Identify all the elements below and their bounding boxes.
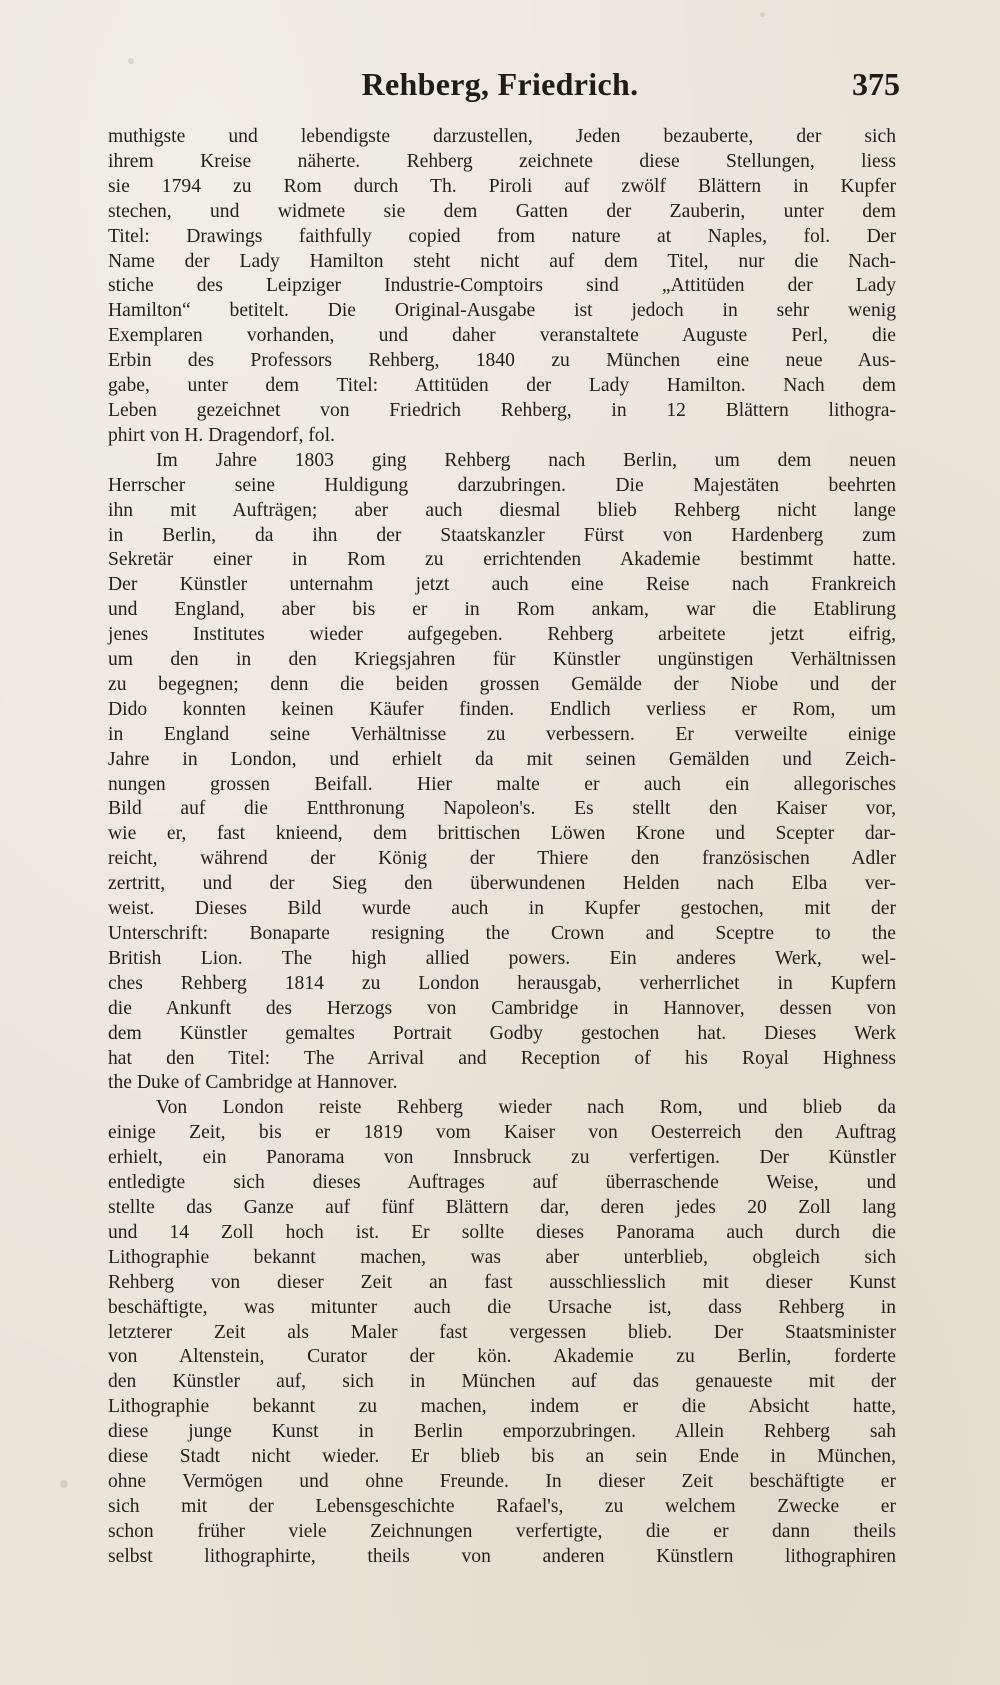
text-line: stellte das Ganze auf fünf Blättern dar, deren jedes 20 Zoll lang (108, 1196, 896, 1218)
text-line: Rehberg von dieser Zeit an fast ausschliesslich mit dieser Kunst (108, 1271, 896, 1293)
text-line: Erbin des Professors Rehberg, 1840 zu München eine neue Aus- (108, 350, 896, 372)
text-line: zu begegnen; denn die beiden grossen Gemälde der Niobe und der (108, 673, 896, 695)
paper-stain (128, 58, 134, 64)
text-line: nungen grossen Beifall. Hier malte er auch ein allegorisches (108, 773, 896, 795)
text-line: dem Künstler gemaltes Portrait Godby gestochen hat. Dieses Werk (108, 1022, 896, 1044)
text-line: in Berlin, da ihn der Staatskanzler Fürst von Hardenberg zum (108, 524, 896, 546)
text-line: Herrscher seine Huldigung darzubringen. Die Majestäten beehrten (108, 474, 896, 496)
text-line: in England seine Verhältnisse zu verbessern. Er verweilte einige (108, 723, 896, 745)
text-line: Im Jahre 1803 ging Rehberg nach Berlin, um dem neuen (156, 449, 896, 471)
text-line: beschäftigte, was mitunter auch die Ursache ist, dass Rehberg in (108, 1296, 896, 1318)
text-line: den Künstler auf, sich in München auf das genaueste mit der (108, 1371, 896, 1393)
text-line: zertritt, und der Sieg den überwundenen Helden nach Elba ver- (108, 873, 896, 895)
running-title: Rehberg, Friedrich. (361, 66, 639, 102)
text-line: muthigste und lebendigste darzustellen, Jeden bezauberte, der sich (108, 126, 896, 147)
text-line: British Lion. The high allied powers. Ein anderes Werk, wel- (108, 947, 896, 969)
text-line: Sekretär einer in Rom zu errichtenden Akademie bestimmt hatte. (108, 549, 896, 571)
body-text (108, 125, 896, 1570)
text-line: stiche des Leipziger Industrie-Comptoirs sind „Attitüden der Lady (108, 275, 896, 297)
text-line: Bild auf die Entthronung Napoleon's. Es stellt den Kaiser vor, (108, 798, 896, 820)
text-line: schon früher viele Zeichnungen verfertigte, die er dann theils (108, 1520, 896, 1542)
page-number: 375 (852, 66, 900, 102)
text-line: Hamilton“ betitelt. Die Original-Ausgabe ist jedoch in sehr wenig (108, 300, 896, 322)
paper-stain (760, 12, 765, 17)
text-line: Jahre in London, und erhielt da mit seinen Gemälden und Zeich- (108, 748, 896, 770)
page-header (0, 66, 1000, 112)
text-line: Von London reiste Rehberg wieder nach Rom, und blieb da (156, 1097, 896, 1119)
text-line: ihrem Kreise näherte. Rehberg zeichnete diese Stellungen, liess (108, 150, 896, 172)
paper-stain (60, 1480, 68, 1488)
text-line: einige Zeit, bis er 1819 vom Kaiser von Oesterreich den Auftrag (108, 1122, 896, 1144)
text-line: ohne Vermögen und ohne Freunde. In dieser Zeit beschäftigte er (108, 1470, 896, 1492)
text-line: Dido konnten keinen Käufer finden. Endlich verliess er Rom, um (108, 698, 896, 720)
text-line: jenes Institutes wieder aufgegeben. Rehberg arbeitete jetzt eifrig, (108, 624, 896, 646)
text-line: stechen, und widmete sie dem Gatten der Zauberin, unter dem (108, 200, 896, 222)
text-line: und England, aber bis er in Rom ankam, war die Etablirung (108, 599, 896, 621)
text-line: wie er, fast knieend, dem brittischen Löwen Krone und Scepter dar- (108, 823, 896, 845)
text-line: entledigte sich dieses Auftrages auf überraschende Weise, und (108, 1172, 896, 1194)
text-line: Name der Lady Hamilton steht nicht auf dem Titel, nur die Nach- (108, 250, 896, 272)
text-line: reicht, während der König der Thiere den französischen Adler (108, 848, 896, 870)
text-line: phirt von H. Dragendorf, fol. (108, 424, 335, 446)
text-line: Unterschrift: Bonaparte resigning the Crown and Sceptre to the (108, 923, 896, 944)
text-line: Der Künstler unternahm jetzt auch eine Reise nach Frankreich (108, 574, 896, 596)
text-line: Leben gezeichnet von Friedrich Rehberg, in 12 Blättern lithogra- (108, 399, 896, 421)
text-line: diese Stadt nicht wieder. Er blieb bis an sein Ende in München, (108, 1446, 896, 1468)
text-line: und 14 Zoll hoch ist. Er sollte dieses Panorama auch durch die (108, 1221, 896, 1243)
text-line: selbst lithographirte, theils von anderen Künstlern lithographiren (108, 1545, 896, 1567)
text-line: ches Rehberg 1814 zu London herausgab, verherrlichet in Kupfern (108, 972, 896, 994)
text-line: diese junge Kunst in Berlin emporzubringen. Allein Rehberg sah (108, 1421, 896, 1443)
text-line: sie 1794 zu Rom durch Th. Piroli auf zwölf Blättern in Kupfer (108, 175, 896, 197)
text-line: Exemplaren vorhanden, und daher veranstaltete Auguste Perl, die (108, 325, 896, 347)
text-line: die Ankunft des Herzogs von Cambridge in Hannover, dessen von (108, 997, 896, 1019)
text-line: erhielt, ein Panorama von Innsbruck zu verfertigen. Der Künstler (108, 1147, 896, 1169)
text-line: Lithographie bekannt zu machen, indem er die Absicht hatte, (108, 1396, 896, 1418)
text-line: letzterer Zeit als Maler fast vergessen blieb. Der Staatsminister (108, 1321, 896, 1343)
text-line: hat den Titel: The Arrival and Reception of his Royal Highness (108, 1047, 896, 1069)
text-line: Titel: Drawings faithfully copied from nature at Naples, fol. Der (108, 225, 896, 247)
text-line: ihn mit Aufträgen; aber auch diesmal blieb Rehberg nicht lange (108, 499, 896, 521)
text-line: the Duke of Cambridge at Hannover. (108, 1072, 398, 1094)
text-line: gabe, unter dem Titel: Attitüden der Lady Hamilton. Nach dem (108, 375, 896, 397)
text-line: weist. Dieses Bild wurde auch in Kupfer gestochen, mit der (108, 898, 896, 920)
text-line: von Altenstein, Curator der kön. Akademie zu Berlin, forderte (108, 1346, 896, 1368)
text-line: sich mit der Lebensgeschichte Rafael's, zu welchem Zwecke er (108, 1495, 896, 1517)
text-line: um den in den Kriegsjahren für Künstler ungünstigen Verhältnissen (108, 649, 896, 671)
text-line: Lithographie bekannt machen, was aber unterblieb, obgleich sich (108, 1246, 896, 1268)
